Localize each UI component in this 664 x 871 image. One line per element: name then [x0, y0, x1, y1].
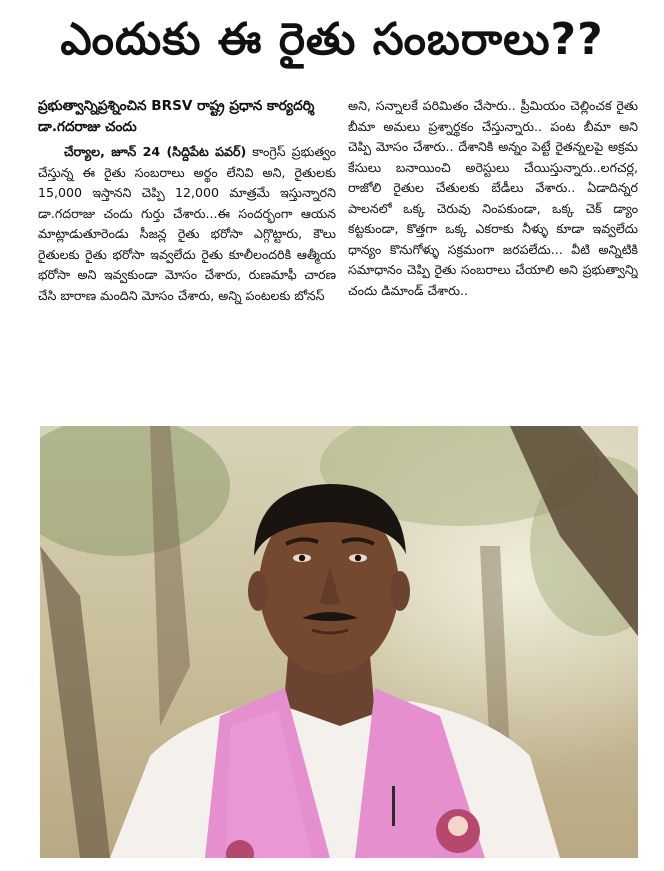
portrait-illustration: [40, 426, 638, 858]
article-photo: [40, 426, 638, 858]
headline: ఎందుకు ఈ రైతు సంబరాలు??: [60, 14, 604, 65]
article-column-right: [348, 96, 638, 424]
dateline: చేర్యాల, జూన్ 24 (సిద్దిపేట పవర్): [64, 144, 247, 159]
article-text-right: అని, సన్నాలకే పరిమితం చేసారు.. ప్రీమియం చెల్లించక రైతు బీమా అమలు ప్రశ్నార్థకం చేస్తున్నారు.. పంట బీమా అని చెప్పి మోసం చేశారు.. దేశానికి అన్నం పెట్టే రైతన్నలపై అక్రమ కేసులు బనాయించి అరెస్టులు చేయిస్తున్నారు..లగచర్ల, రాజోలి రైతుల చేతులకు బేడీలు వేశారు.. ఏడాదిన్నర పాలనలో ఒక్క చెరువు నింపకుండా, ఒక్క చెక్ డ్యాం కట్టకుండా, కొత్తగా ఒక్క ఎకరాకు నీళ్ళు కూడా ఇవ్వలేదు ధాన్యం కొనుగోళ్ళు సక్రమంగా జరపలేదు... వీటి అన్నిటికి సమాధానం చెప్పి రైతు సంబరాలు చేయాలి అని ప్రభుత్వాన్ని చందు డిమాండ్ చేశారు..: [348, 98, 638, 298]
article-text-left: కాంగ్రెస్ ప్రభుత్వం చేస్తున్న ఈ రైతు సంబరాలు అర్థం లేనివి అని, రైతులకు 15,000 ఇస్తానని చెప్పి 12,000 మాత్రమే ఇస్తున్నారని డా.గదరాజు చందు గుర్తు చేశారు...ఈ సందర్భంగా ఆయన మాట్లాడుతూరెండు సీజన్ల రైతు భరోసా ఎగ్గొట్టారు, కౌలు రైతులకు రైతు భరోసా ఇవ్వలేదు రైతు కూలీలందరికి ఆత్మీయ భరోసా అని ఇవ్వకుండా మోసం చేశారు, రుణమాఫీ చారణ చేసి బారాణ మందిని మోసం చేశారు, అన్ని పంటలకు బోనస్: [38, 144, 336, 303]
article-paragraph-left: [38, 142, 336, 306]
subheadline: ప్రభుత్వాన్నిప్రశ్నించిన BRSV రాష్ట్ర ప్రధాన కార్యదర్శి డా.గదరాజు చందు: [38, 98, 315, 135]
article-column-left: [38, 96, 336, 424]
